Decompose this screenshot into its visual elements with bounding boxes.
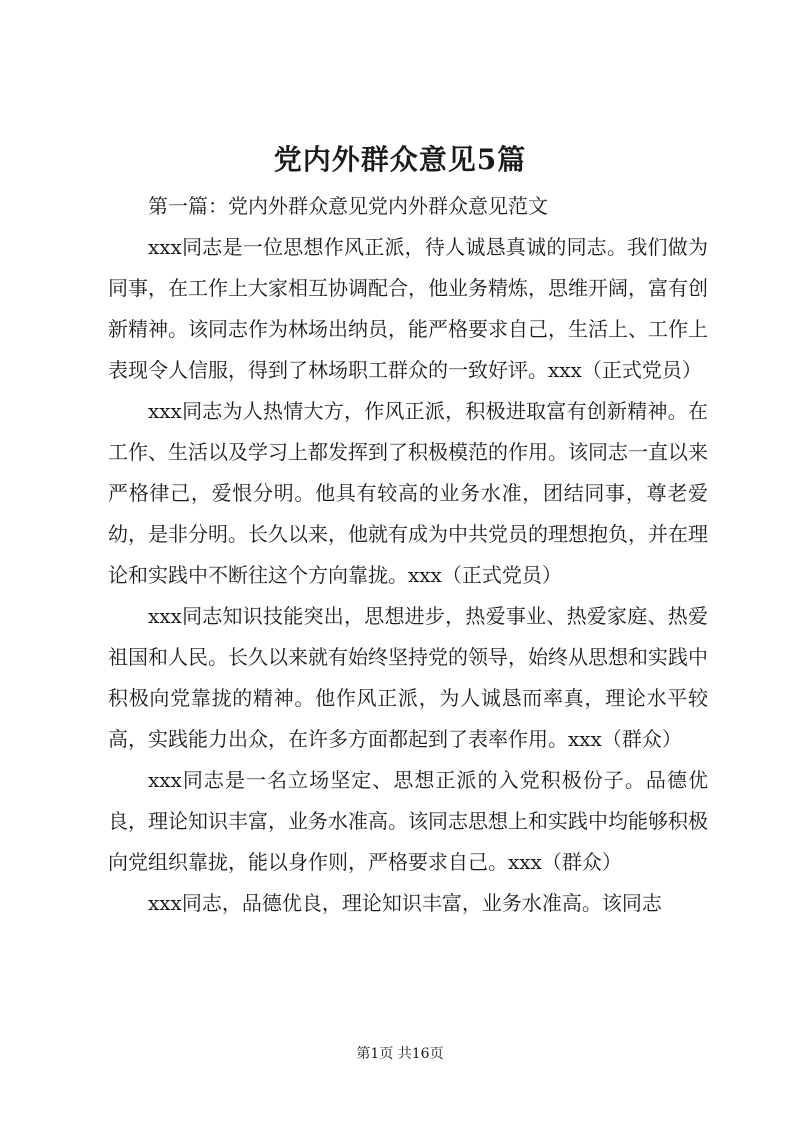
document-title: 党内外群众意见5篇	[273, 143, 527, 176]
paragraph: xxx同志是一位思想作风正派，待人诚恳真诚的同志。我们做为同事，在工作上大家相互协调配合，他业务精炼，思维开阔，富有创新精神。该同志作为林场出纳员，能严格要求自己，生活上、工作上表现令人信服，得到了林场职工群众的一致好评。xxx（正式党员）	[108, 235, 708, 382]
paragraph: xxx同志为人热情大方，作风正派，积极进取富有创新精神。在工作、生活以及学习上都发挥到了积极模范的作用。该同志一直以来严格律己，爱恨分明。他具有较高的业务水准，团结同事，尊老爱幼，是非分明。长久以来，他就有成为中共党员的理想抱负，并在理论和实践中不断往这个方向靠拢。xxx（正式党员）	[108, 399, 708, 587]
paragraph: xxx同志，品德优良，理论知识丰富，业务水准高。该同志	[148, 891, 662, 915]
document-body	[108, 186, 708, 924]
paragraph: xxx同志知识技能突出，思想进步，热爱事业、热爱家庭、热爱祖国和人民。长久以来就有始终坚持党的领导，始终从思想和实践中积极向党靠拢的精神。他作风正派，为人诚恳而率真，理论水平较高，实践能力出众，在许多方面都起到了表率作用。xxx（群众）	[108, 604, 708, 751]
page-number-footer: 第1页 共16页	[356, 1046, 444, 1062]
section-heading: 第一篇：党内外群众意见党内外群众意见范文	[148, 194, 548, 218]
paragraph: xxx同志是一名立场坚定、思想正派的入党积极份子。品德优良，理论知识丰富，业务水准高。该同志思想上和实践中均能够积极向党组织靠拢，能以身作则，严格要求自己。xxx（群众）	[108, 768, 708, 874]
